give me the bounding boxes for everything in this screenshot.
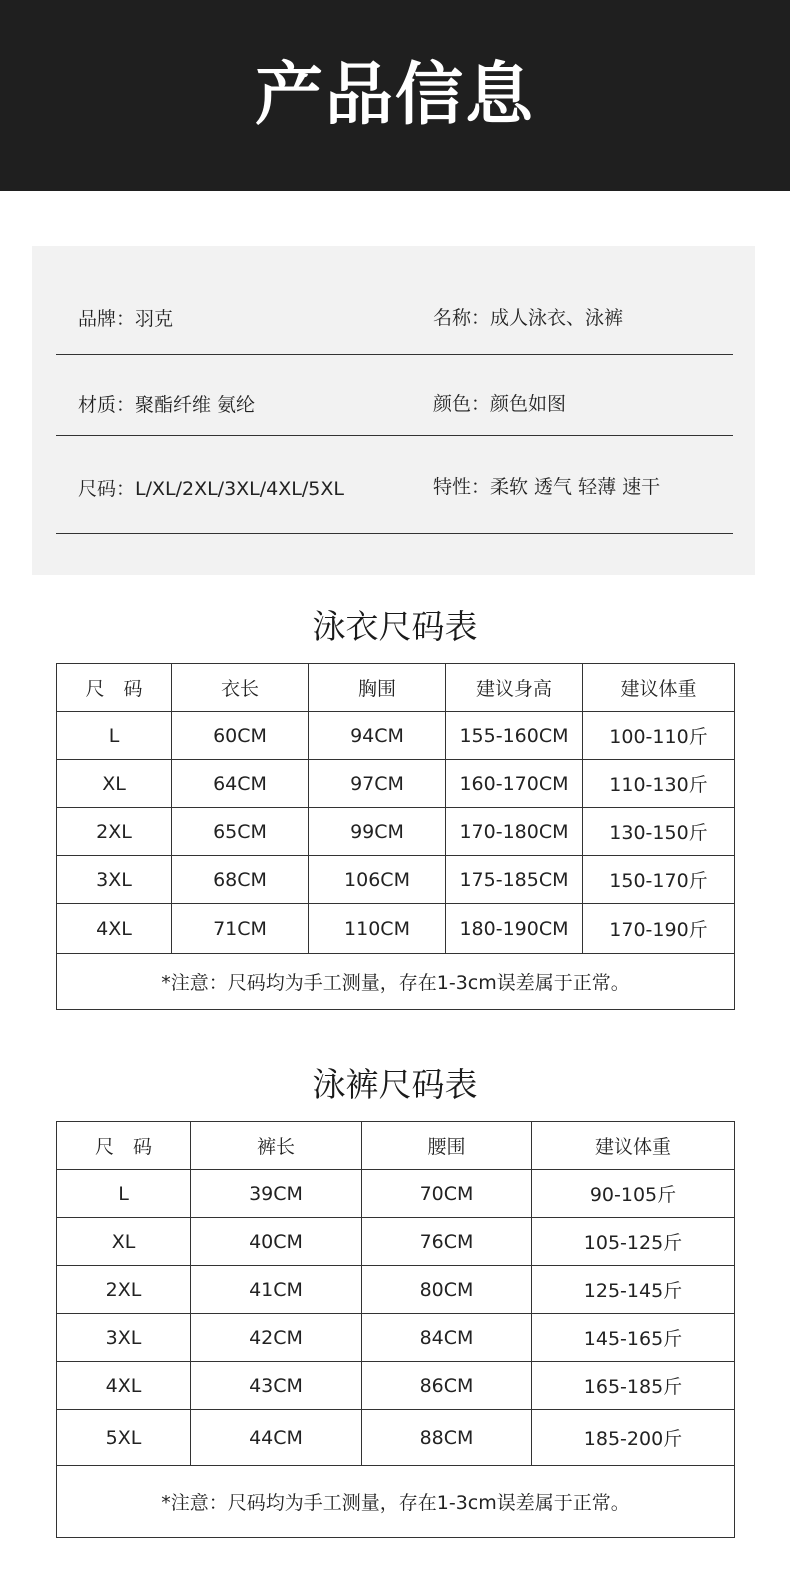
info-material: 材质：聚酯纤维 氨纶: [78, 394, 256, 416]
measurement-note: *注意：尺码均为手工测量，存在1-3cm误差属于正常。: [57, 1466, 735, 1538]
table-cell: 170-190斤: [583, 904, 735, 954]
table-cell: XL: [57, 1218, 191, 1266]
table-cell: 71CM: [172, 904, 309, 954]
header-cell: 衣长: [172, 664, 309, 712]
table-cell: 90-105斤: [532, 1170, 735, 1218]
table-cell: 41CM: [191, 1266, 362, 1314]
table-note-row: [57, 954, 735, 1010]
table-row: [57, 712, 735, 760]
table-cell: 44CM: [191, 1410, 362, 1466]
table-cell: 165-185斤: [532, 1362, 735, 1410]
table-cell: 110CM: [309, 904, 446, 954]
table-cell: 99CM: [309, 808, 446, 856]
table-cell: 185-200斤: [532, 1410, 735, 1466]
info-row-1: [56, 246, 733, 355]
table-row: [57, 1314, 735, 1362]
table-cell: 88CM: [362, 1410, 532, 1466]
table-cell: 94CM: [309, 712, 446, 760]
table-row: [57, 1362, 735, 1410]
table-cell: 42CM: [191, 1314, 362, 1362]
table-row: [57, 808, 735, 856]
table-cell: 125-145斤: [532, 1266, 735, 1314]
table-row: [57, 1266, 735, 1314]
table-cell: 2XL: [57, 1266, 191, 1314]
info-name: 名称：成人泳衣、泳裤: [433, 307, 624, 329]
table-cell: 39CM: [191, 1170, 362, 1218]
table-note-row: [57, 1466, 735, 1538]
table-cell: 105-125斤: [532, 1218, 735, 1266]
table-cell: 110-130斤: [583, 760, 735, 808]
table-cell: 43CM: [191, 1362, 362, 1410]
trunks-table-title: 泳裤尺码表: [312, 1065, 478, 1104]
table-cell: 130-150斤: [583, 808, 735, 856]
trunks-size-table: [56, 1121, 735, 1538]
info-brand: 品牌：羽克: [78, 308, 174, 330]
table-row: [57, 1410, 735, 1466]
header-cell: 建议体重: [532, 1122, 735, 1170]
table-cell: 4XL: [57, 904, 172, 954]
header-cell: 腰围: [362, 1122, 532, 1170]
table-cell: 64CM: [172, 760, 309, 808]
table-cell: 60CM: [172, 712, 309, 760]
table-cell: 175-185CM: [446, 856, 583, 904]
table-cell: 5XL: [57, 1410, 191, 1466]
table-cell: 68CM: [172, 856, 309, 904]
table-header-row: [57, 664, 735, 712]
table-cell: 84CM: [362, 1314, 532, 1362]
table-cell: 76CM: [362, 1218, 532, 1266]
table-cell: 150-170斤: [583, 856, 735, 904]
table-cell: 86CM: [362, 1362, 532, 1410]
header-cell: 建议身高: [446, 664, 583, 712]
table-cell: 160-170CM: [446, 760, 583, 808]
product-info-panel: [32, 246, 755, 575]
table-cell: 155-160CM: [446, 712, 583, 760]
measurement-note: *注意：尺码均为手工测量，存在1-3cm误差属于正常。: [57, 954, 735, 1010]
table-cell: 4XL: [57, 1362, 191, 1410]
table-cell: XL: [57, 760, 172, 808]
table-cell: 180-190CM: [446, 904, 583, 954]
table-row: [57, 856, 735, 904]
table-header-row: [57, 1122, 735, 1170]
table-row: [57, 904, 735, 954]
table-cell: 106CM: [309, 856, 446, 904]
header-cell: 裤长: [191, 1122, 362, 1170]
table-row: [57, 1170, 735, 1218]
table-row: [57, 1218, 735, 1266]
table-cell: 40CM: [191, 1218, 362, 1266]
header-cell: 尺 码: [57, 664, 172, 712]
table-cell: 3XL: [57, 856, 172, 904]
table-cell: 145-165斤: [532, 1314, 735, 1362]
table-cell: 100-110斤: [583, 712, 735, 760]
page-title: 产品信息: [254, 55, 535, 135]
table-cell: 170-180CM: [446, 808, 583, 856]
table-cell: 65CM: [172, 808, 309, 856]
table-cell: L: [57, 712, 172, 760]
table-cell: 3XL: [57, 1314, 191, 1362]
header-cell: 尺 码: [57, 1122, 191, 1170]
table-cell: 70CM: [362, 1170, 532, 1218]
info-row-3: [56, 436, 733, 534]
swimsuit-table-title: 泳衣尺码表: [312, 607, 478, 646]
header-cell: 建议体重: [583, 664, 735, 712]
info-row-2: [56, 355, 733, 436]
table-row: [57, 760, 735, 808]
table-cell: 2XL: [57, 808, 172, 856]
info-feature: 特性：柔软 透气 轻薄 速干: [433, 476, 661, 498]
info-color: 颜色：颜色如图: [433, 393, 567, 415]
header-banner: [0, 0, 790, 191]
table-cell: 80CM: [362, 1266, 532, 1314]
table-cell: L: [57, 1170, 191, 1218]
swimsuit-size-table: [56, 663, 735, 1010]
table-cell: 97CM: [309, 760, 446, 808]
info-size: 尺码：L/XL/2XL/3XL/4XL/5XL: [78, 478, 344, 500]
header-cell: 胸围: [309, 664, 446, 712]
